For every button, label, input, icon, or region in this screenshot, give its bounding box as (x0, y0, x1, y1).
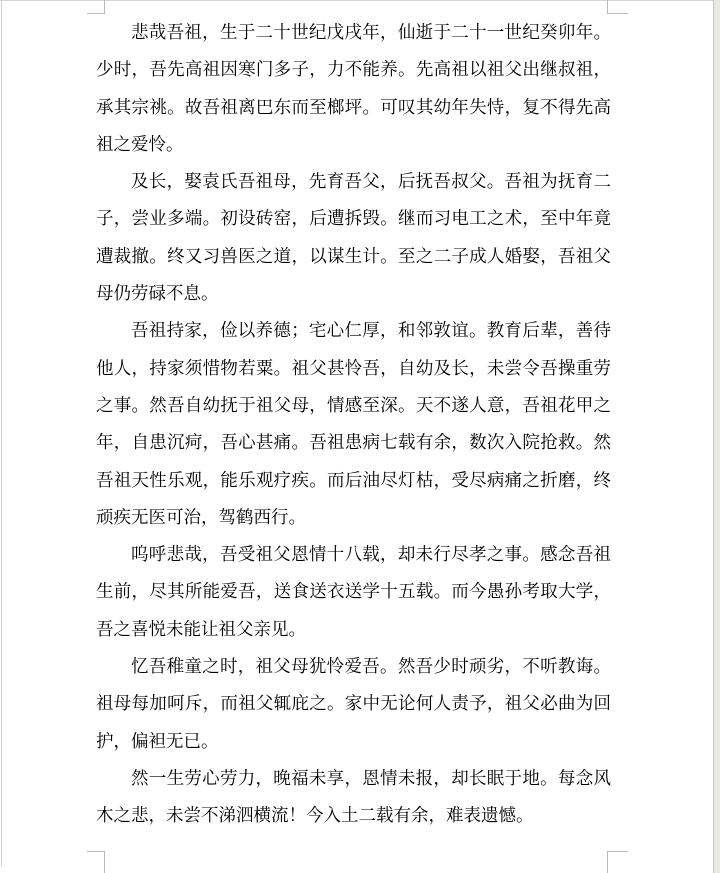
paragraph[interactable]: 及长，娶袁氏吾祖母，先育吾父，后抚吾叔父。吾祖为抚育二子，尝业多端。初设砖窑，后遭拆毁。继而习电工之术，至中年竟遭裁撤。终又习兽医之道，以谋生计。至之二子成人婚娶，吾祖父母仍劳碌不息。 (96, 171, 611, 304)
page-border-left (1, 0, 2, 866)
outside-page-area (713, 0, 720, 873)
text-boundary-mark-bottom-right (607, 851, 628, 873)
paragraph[interactable]: 呜呼悲哉，吾受祖父恩情十八载，却未行尽孝之事。感念吾祖生前，尽其所能爱吾，送食送衣送学十五载。而今愚孙考取大学，吾之喜悦未能让祖父亲见。 (96, 544, 611, 639)
document-body-text[interactable] (96, 14, 611, 835)
paragraph[interactable]: 然一生劳心劳力，晚福未享，恩情未报，却长眠于地。每念风木之悲，未尝不涕泗横流！今入土二载有余，难表遗憾。 (96, 767, 611, 826)
text-boundary-mark-bottom-left (87, 851, 105, 873)
paragraph[interactable]: 吾祖持家，俭以养德；宅心仁厚，和邻敦谊。教育后辈，善待他人，持家须惜物若粟。祖父甚怜吾，自幼及长，未尝令吾操重劳之事。然吾自幼抚于祖父母，情感至深。天不遂人意，吾祖花甲之年，自患沉疴，吾心甚痛。吾祖患病七载有余，数次入院抢救。然吾祖天性乐观，能乐观疗疾。而后油尽灯枯，受尽病痛之折磨，终顽疾无医可治，驾鹤西行。 (96, 320, 611, 527)
text-boundary-mark-top-right (607, 0, 628, 14)
paragraph[interactable]: 忆吾稚童之时，祖父母犹怜爱吾。然吾少时顽劣，不听教诲。祖母每加呵斥，而祖父辄庇之。家中无论何人责予，祖父必曲为回护，偏袒无已。 (96, 656, 611, 751)
paragraph[interactable]: 悲哉吾祖，生于二十世纪戊戌年，仙逝于二十一世纪癸卯年。少时，吾先高祖因寒门多子，力不能养。先高祖以祖父出继叔祖，承其宗祧。故吾祖离巴东而至榔坪。可叹其幼年失恃，复不得先高祖之爱怜。 (96, 22, 611, 154)
text-boundary-mark-top-left (87, 0, 105, 14)
